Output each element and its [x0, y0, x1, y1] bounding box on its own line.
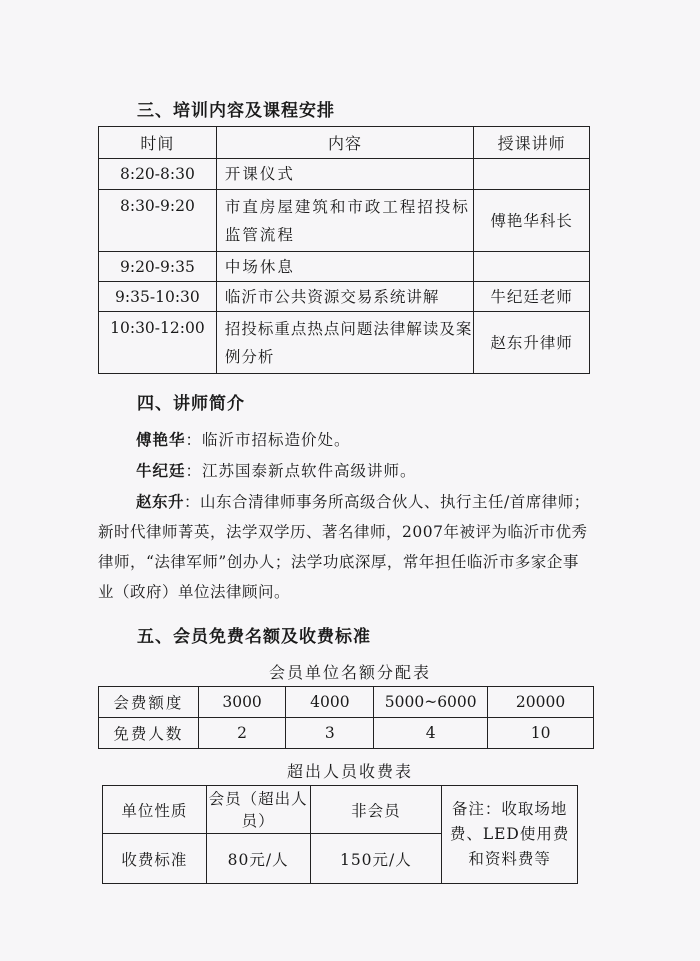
header-time: 时间	[99, 127, 217, 159]
table-row	[99, 687, 594, 718]
bio-text: ：临沂市招标造价处。	[185, 431, 351, 449]
content-cell: 开课仪式	[216, 159, 473, 190]
lecturer-cell	[474, 159, 590, 190]
table-row	[99, 312, 590, 374]
content-cell: 临沂市公共资源交易系统讲解	[216, 282, 473, 312]
free-count-cell: 4	[374, 718, 488, 749]
table-row	[99, 190, 590, 252]
quota-table-caption: 会员单位名额分配表	[268, 663, 431, 682]
table-header-row	[99, 127, 590, 159]
section-3-title: 三、培训内容及课程安排	[137, 101, 335, 121]
bio-name: 傅艳华	[136, 431, 186, 449]
bio-text: ：山东合清律师事务所高级合伙人、执行主任/首席律师；新时代律师菁英，法学双学历、著名律师，2007年被评为临沂市优秀律师，“法律军师”创办人；法学功底深厚，常年担任临沂市多家企事业（政府）单位法律顾问。	[98, 493, 590, 601]
fee-table-caption: 超出人员收费表	[286, 762, 413, 781]
bio-name: 赵东升	[136, 493, 185, 511]
lecturer-cell: 傅艳华科长	[474, 190, 590, 252]
schedule-table	[98, 126, 590, 374]
time-cell: 9:35-10:30	[99, 282, 217, 312]
bio-niu	[98, 456, 590, 486]
bio-text: ：江苏国泰新点软件高级讲师。	[185, 462, 417, 480]
table-row	[103, 786, 578, 834]
note-cell: 备注：收取场地费、LED使用费和资料费等	[442, 786, 578, 884]
table-row	[99, 252, 590, 282]
fee-amount-cell: 4000	[286, 687, 374, 718]
bio-name: 牛纪廷	[136, 462, 186, 480]
section-4-title: 四、讲师简介	[137, 394, 245, 414]
table-row	[99, 718, 594, 749]
unit-type-header: 单位性质	[103, 786, 207, 834]
nonmember-fee: 150元/人	[310, 834, 442, 884]
content-cell: 市直房屋建筑和市政工程招投标监管流程	[216, 190, 473, 252]
header-lecturer: 授课讲师	[474, 127, 590, 159]
time-cell: 8:20-8:30	[99, 159, 217, 190]
table-row	[99, 282, 590, 312]
free-count-cell: 10	[488, 718, 594, 749]
member-header: 会员（超出人员）	[206, 786, 310, 834]
fee-amount-cell: 20000	[488, 687, 594, 718]
row-label: 会费额度	[99, 687, 199, 718]
content-cell: 中场休息	[216, 252, 473, 282]
free-count-cell: 2	[198, 718, 286, 749]
time-cell: 9:20-9:35	[99, 252, 217, 282]
fee-standard-label: 收费标准	[103, 834, 207, 884]
header-content: 内容	[216, 127, 473, 159]
quota-table	[98, 686, 594, 749]
time-cell: 8:30-9:20	[99, 190, 217, 252]
content-cell: 招投标重点热点问题法律解读及案例分析	[216, 312, 473, 374]
lecturer-cell: 赵东升律师	[474, 312, 590, 374]
lecturer-cell: 牛纪廷老师	[474, 282, 590, 312]
fee-amount-cell: 3000	[198, 687, 286, 718]
free-count-cell: 3	[286, 718, 374, 749]
fee-amount-cell: 5000~6000	[374, 687, 488, 718]
nonmember-header: 非会员	[310, 786, 442, 834]
section-5-title: 五、会员免费名额及收费标准	[137, 627, 371, 647]
bio-fu	[98, 425, 590, 455]
lecturer-cell	[474, 252, 590, 282]
row-label: 免费人数	[99, 718, 199, 749]
member-fee: 80元/人	[206, 834, 310, 884]
time-cell: 10:30-12:00	[99, 312, 217, 374]
fee-table	[102, 785, 578, 884]
bio-zhao	[98, 487, 590, 607]
table-row	[99, 159, 590, 190]
